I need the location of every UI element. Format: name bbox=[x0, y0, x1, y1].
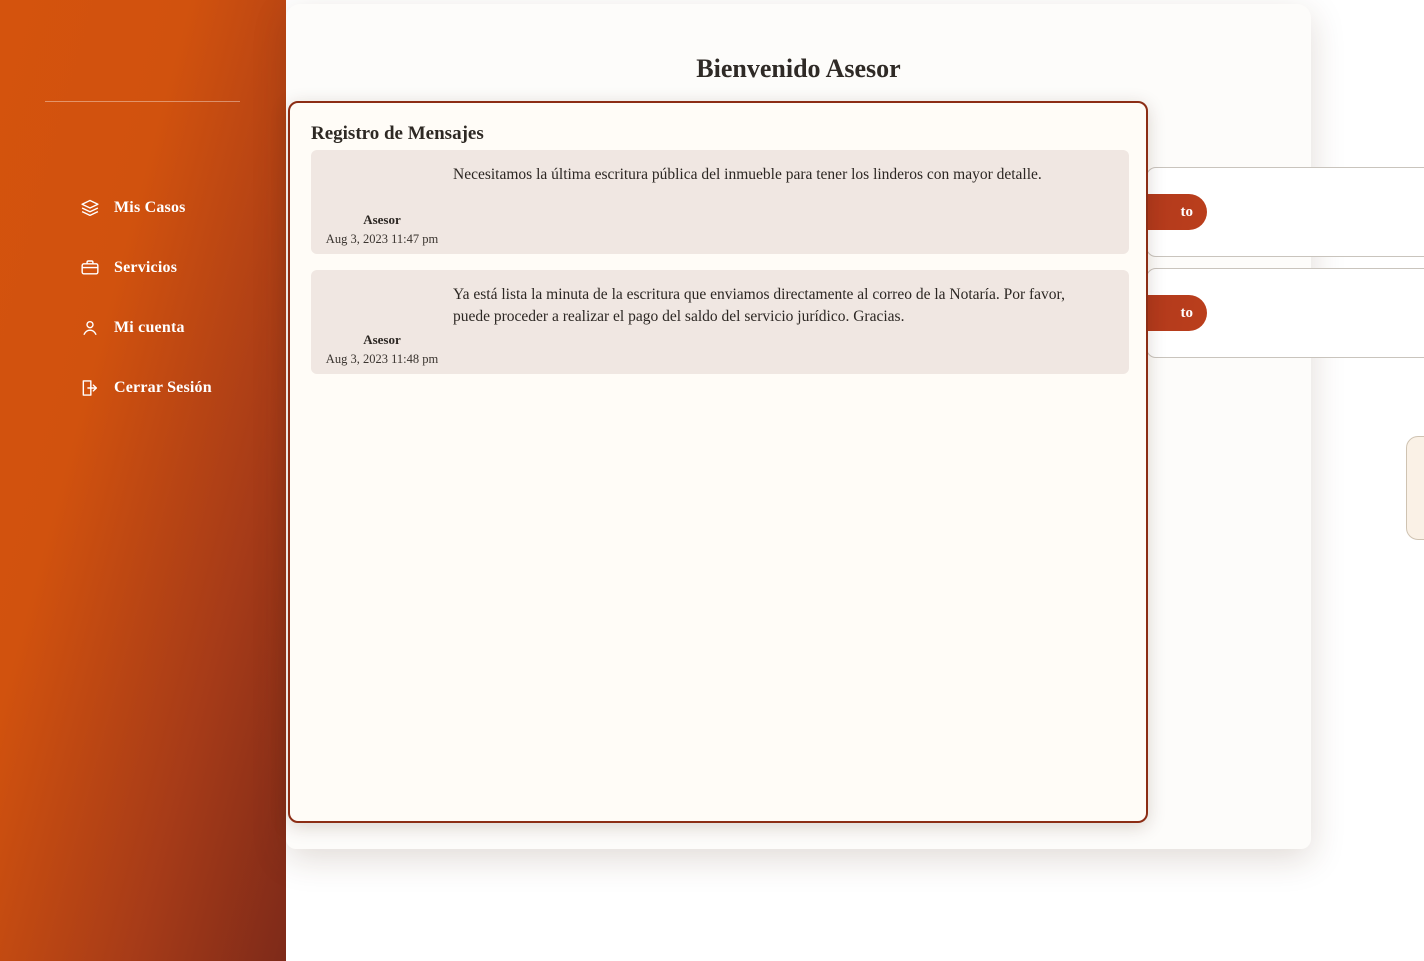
case-card[interactable] bbox=[1146, 268, 1424, 358]
sidebar-item-label: Mi cuenta bbox=[114, 319, 185, 336]
sidebar-item-servicios[interactable] bbox=[0, 238, 286, 298]
sidebar-item-label: Servicios bbox=[114, 259, 178, 276]
sidebar-item-label: Cerrar Sesión bbox=[114, 379, 212, 396]
sidebar-item-mis-casos[interactable] bbox=[0, 178, 286, 238]
message-author: Asesor bbox=[363, 212, 401, 227]
attachment-card[interactable] bbox=[1406, 436, 1424, 540]
message-author: Asesor bbox=[363, 332, 401, 347]
logout-icon bbox=[80, 378, 100, 398]
briefcase-icon bbox=[80, 258, 100, 278]
message-timestamp: Aug 3, 2023 11:47 pm bbox=[325, 232, 439, 246]
sidebar-item-cerrar-sesion[interactable] bbox=[0, 358, 286, 418]
case-status-pill[interactable]: to bbox=[1087, 295, 1207, 331]
message-item bbox=[311, 270, 1129, 374]
messages-list[interactable] bbox=[311, 150, 1129, 805]
case-card[interactable] bbox=[1146, 167, 1424, 257]
sidebar-divider bbox=[45, 101, 240, 102]
messages-modal bbox=[288, 101, 1148, 823]
sidebar-item-label: Mis Casos bbox=[114, 199, 186, 216]
message-timestamp: Aug 3, 2023 11:48 pm bbox=[325, 352, 439, 366]
sidebar-item-mi-cuenta[interactable] bbox=[0, 298, 286, 358]
page-title: Bienvenido Asesor bbox=[696, 54, 901, 83]
message-item bbox=[311, 150, 1129, 254]
message-body: Ya está lista la minuta de la escritura que enviamos directamente al correo de la Notaría. Por favor, puede proceder a realizar el pago del saldo del servicio jurídico. Gracias. bbox=[453, 286, 1065, 325]
layers-icon bbox=[80, 198, 100, 218]
message-body: Necesitamos la última escritura pública del inmueble para tener los linderos con mayor detalle. bbox=[453, 166, 1042, 183]
case-status-pill[interactable]: to bbox=[1087, 194, 1207, 230]
sidebar-nav bbox=[0, 178, 286, 418]
user-icon bbox=[80, 318, 100, 338]
modal-title: Registro de Mensajes bbox=[311, 123, 484, 144]
sidebar bbox=[0, 0, 286, 961]
